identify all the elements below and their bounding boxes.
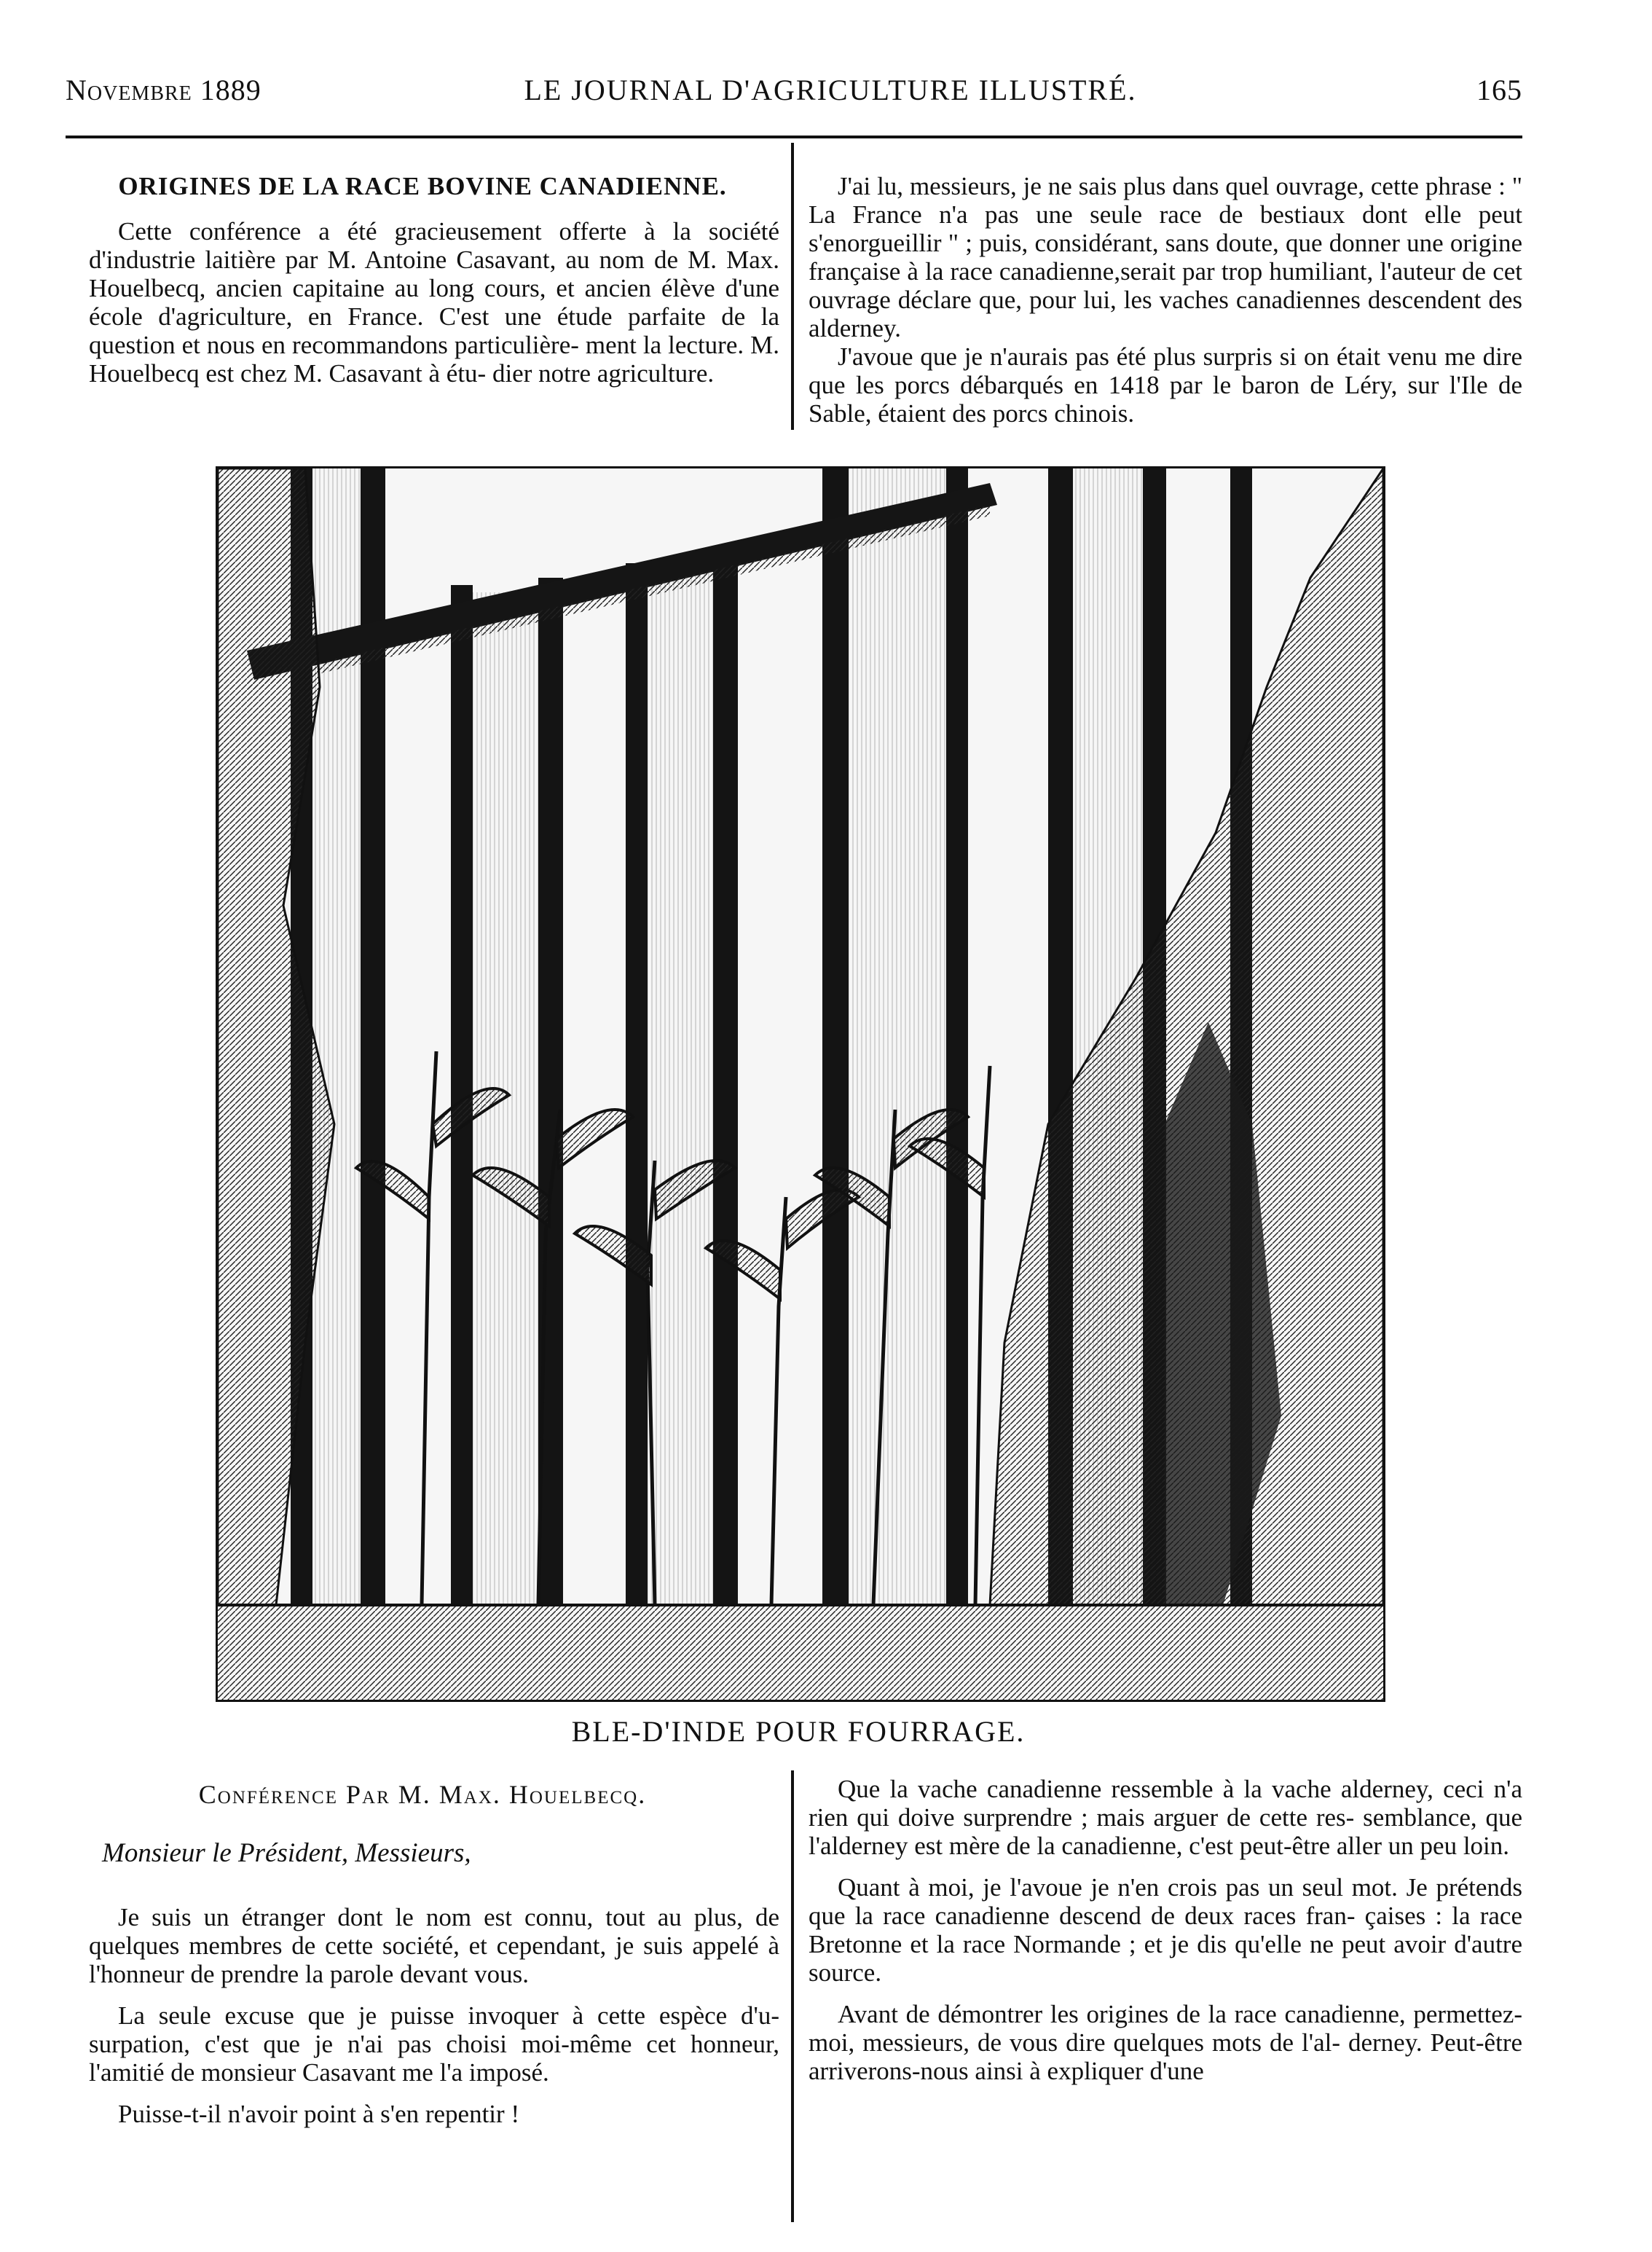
top-right-column	[809, 172, 1522, 428]
column-divider-top	[791, 143, 794, 430]
intro-paragraph	[89, 217, 779, 388]
cornfield-engraving	[216, 466, 1385, 1702]
paragraph: La seule excuse que je puisse invoquer à cette espèce d'u- surpation, c'est que je n'ai pas choisi moi-même cet honneur, l'amitié de monsieur Casavant me l'a imposé.	[89, 2001, 779, 2087]
paragraph: Quant à moi, je l'avoue je n'en crois pas un seul mot. Je prétends que la race canadienne descend de deux races fran- çaises : la race Bretonne et la race Normande ; et je dis qu'elle ne peut avoir d'autre source.	[809, 1873, 1523, 1987]
figure-caption: BLE-D'INDE POUR FOURRAGE.	[571, 1715, 1026, 1748]
paragraph: Que la vache canadienne ressemble à la vache alderney, ceci n'a rien qui doive surprendre ; mais arguer de cette res- semblance, que l'alderney est mère de la canadienne, c'est peut-être aller un peu loin.	[809, 1775, 1523, 1860]
running-head	[66, 73, 1522, 117]
issue-date: Novembre 1889	[66, 74, 261, 106]
journal-title: LE JOURNAL D'AGRICULTURE ILLUSTRÉ.	[524, 74, 1137, 106]
bottom-left-column	[89, 1903, 779, 2128]
header-rule	[66, 136, 1522, 138]
salutation: Monsieur le Président, Messieurs,	[102, 1838, 471, 1868]
paragraph: J'avoue que je n'aurais pas été plus surpris si on était venu me dire que les porcs débarqués en 1418 par le baron de Léry, sur l'Ile de Sable, étaient des porcs chinois.	[809, 342, 1523, 428]
paragraph: Puisse-t-il n'avoir point à s'en repentir !	[118, 2100, 520, 2128]
intro-text: Cette conférence a été gracieusement offerte à la société d'industrie laitière par M. Antoine Casavant, au nom de M. Max. Houelbecq, ancien capitaine au long cours, et ancien élève d'une école d'agriculture, en France. C'est une étude parfaite de la question et nous en recommandons particulière- ment la lecture. M. Houelbecq est chez M. Casavant à étu- dier notre agriculture.	[89, 217, 780, 388]
paragraph: J'ai lu, messieurs, je ne sais plus dans quel ouvrage, cette phrase : " La France n'a pas une seule race de bestiaux dont elle peut s'enorgueillir " ; puis, considérant, sans doute, que donner une origine française à la race canadienne,serait par trop humiliant, l'auteur de cet ouvrage déclare que, pour lui, les vaches canadiennes descendent des alderney.	[809, 172, 1523, 342]
cornfield-illustration	[218, 468, 1383, 1700]
page-number: 165	[1476, 74, 1522, 106]
article-title: ORIGINES DE LA RACE BOVINE CANADIENNE.	[118, 172, 727, 200]
lecture-heading: Conférence Par M. Max. Houelbecq.	[198, 1780, 647, 1809]
paragraph: Je suis un étranger dont le nom est connu, tout au plus, de quelques membres de cette société, et cependant, je suis appelé à l'honneur de prendre la parole devant vous.	[89, 1903, 780, 1988]
bottom-right-column	[809, 1775, 1522, 2085]
column-divider-bottom	[791, 1770, 794, 2222]
paragraph: Avant de démontrer les origines de la race canadienne, permettez-moi, messieurs, de vous dire quelques mots de l'al- derney. Peut-être arriverons-nous ainsi à expliquer d'une	[809, 2000, 1523, 2085]
